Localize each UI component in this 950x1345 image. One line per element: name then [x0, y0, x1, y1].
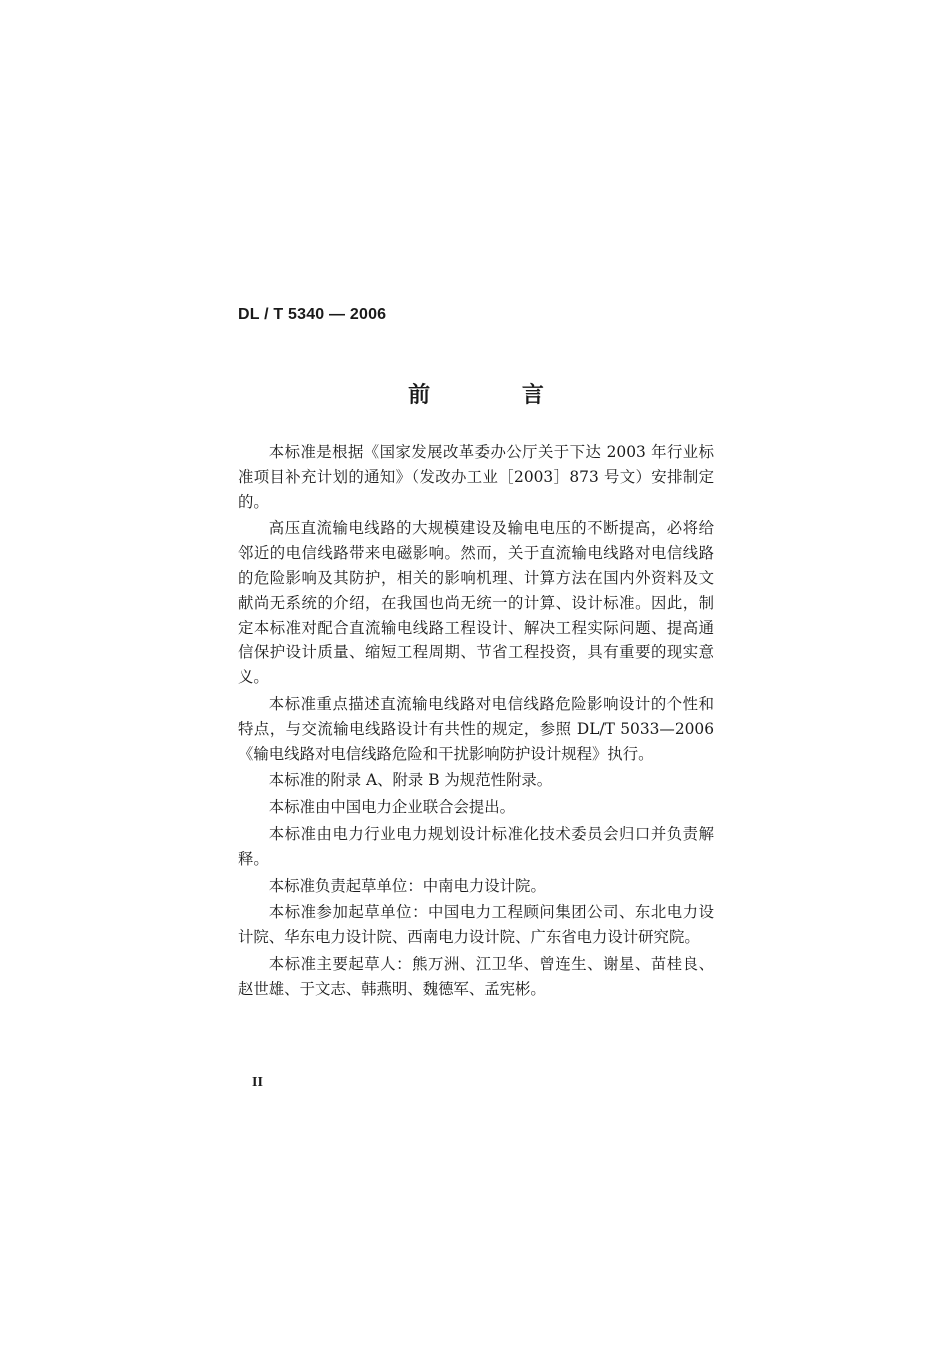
page-number: II: [252, 1075, 263, 1090]
paragraph: 本标准的附录 A、附录 B 为规范性附录。: [268, 771, 553, 790]
preface-body: [238, 440, 714, 1004]
standard-code: DL / T 5340 — 2006: [238, 306, 387, 323]
paragraph: 本标准由电力行业电力规划设计标准化技术委员会归口并负责解释。: [238, 824, 714, 868]
page-title: 前 言: [408, 383, 586, 408]
paragraph: 本标准由中国电力企业联合会提出。: [268, 798, 516, 817]
paragraph: 本标准是根据《国家发展改革委办公厅关于下达 2003 年行业标准项目补充计划的通知》（发改办工业［2003］873 号文）安排制定的。: [238, 443, 714, 511]
paragraph: 本标准重点描述直流输电线路对电信线路危险影响设计的个性和特点，与交流输电线路设计有共性的规定，参照 DL/T 5033—2006《输电线路对电信线路危险和干扰影响防护设计规程》执行。: [238, 694, 714, 763]
paragraph: 本标准参加起草单位：中国电力工程顾问集团公司、东北电力设计院、华东电力设计院、西南电力设计院、广东省电力设计研究院。: [238, 903, 714, 947]
paragraph: 高压直流输电线路的大规模建设及输电电压的不断提高，必将给邻近的电信线路带来电磁影响。然而，关于直流输电线路对电信线路的危险影响及其防护，相关的影响机理、计算方法在国内外资料及文献尚无系统的介绍，在我国也尚无统一的计算、设计标准。因此，制定本标准对配合直流输电线路工程设计、解决工程实际问题、提高通信保护设计质量、缩短工程周期、节省工程投资，具有重要的现实意义。: [238, 519, 714, 687]
paragraph: 本标准主要起草人：熊万洲、江卫华、曾连生、谢星、苗桂良、赵世雄、于文志、韩燕明、魏德军、孟宪彬。: [238, 954, 714, 998]
paragraph: 本标准负责起草单位：中南电力设计院。: [268, 876, 546, 895]
